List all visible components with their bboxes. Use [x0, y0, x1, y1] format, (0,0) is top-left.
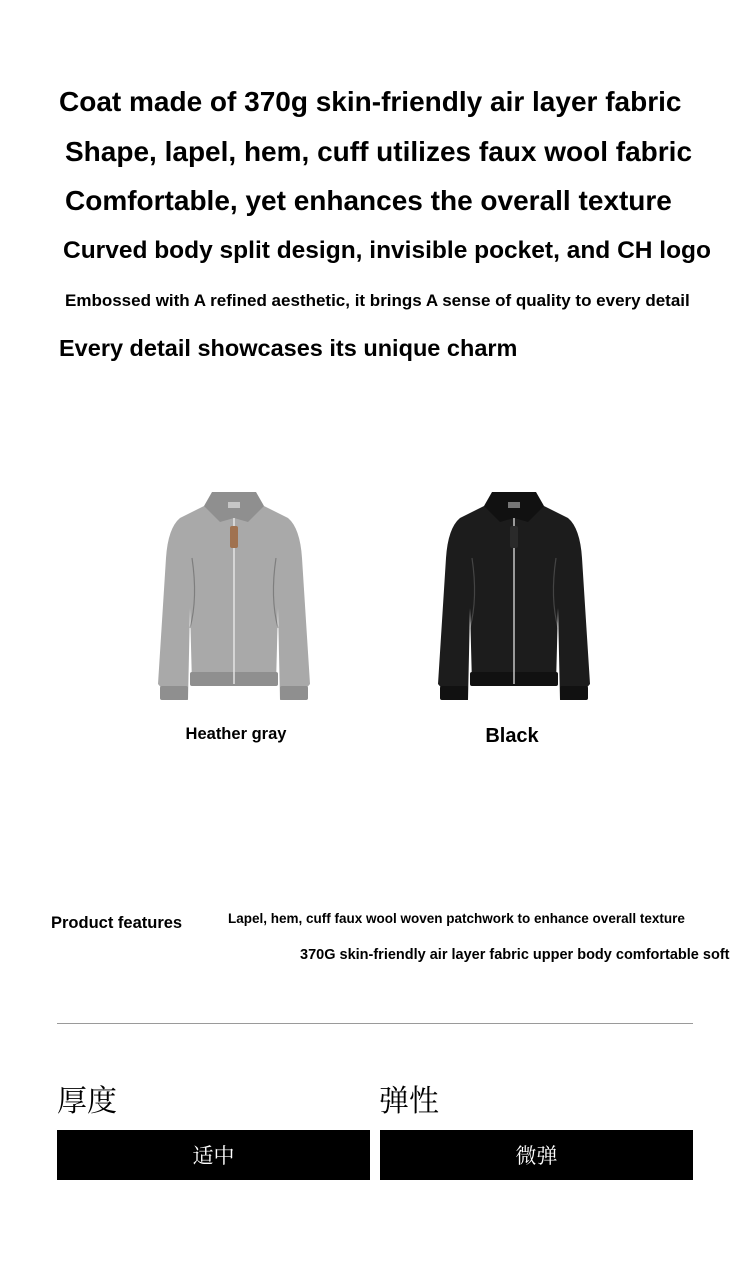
feature-item: Lapel, hem, cuff faux wool woven patchwork to enhance overall texture	[228, 911, 685, 926]
attribute-value-thickness: 适中	[57, 1130, 370, 1180]
caption-heather-gray: Heather gray	[185, 725, 287, 743]
product-image-heather-gray[interactable]	[148, 488, 320, 708]
headline-charm: Every detail showcases its unique charm	[59, 335, 518, 361]
product-image-black[interactable]	[428, 488, 600, 708]
attribute-label-thickness: 厚度	[57, 1084, 117, 1119]
feature-item: 370G skin-friendly air layer fabric upper body comfortable soft	[300, 947, 730, 963]
headline-fabric: Coat made of 370g skin-friendly air layer fabric	[59, 86, 682, 117]
headline-design: Curved body split design, invisible pocket, and CH logo	[63, 237, 711, 264]
jacket-black-illustration	[428, 488, 600, 708]
section-divider	[57, 1023, 693, 1024]
jacket-gray-illustration	[148, 488, 320, 708]
headline-faux-wool: Shape, lapel, hem, cuff utilizes faux wool fabric	[65, 136, 693, 167]
headline-embossed: Embossed with A refined aesthetic, it brings A sense of quality to every detail	[65, 291, 690, 310]
attribute-value-elasticity: 微弹	[380, 1130, 693, 1180]
caption-black: Black	[485, 725, 539, 747]
features-title: Product features	[51, 914, 183, 932]
headline-comfort: Comfortable, yet enhances the overall texture	[65, 185, 672, 216]
attribute-label-elasticity: 弹性	[379, 1084, 439, 1119]
